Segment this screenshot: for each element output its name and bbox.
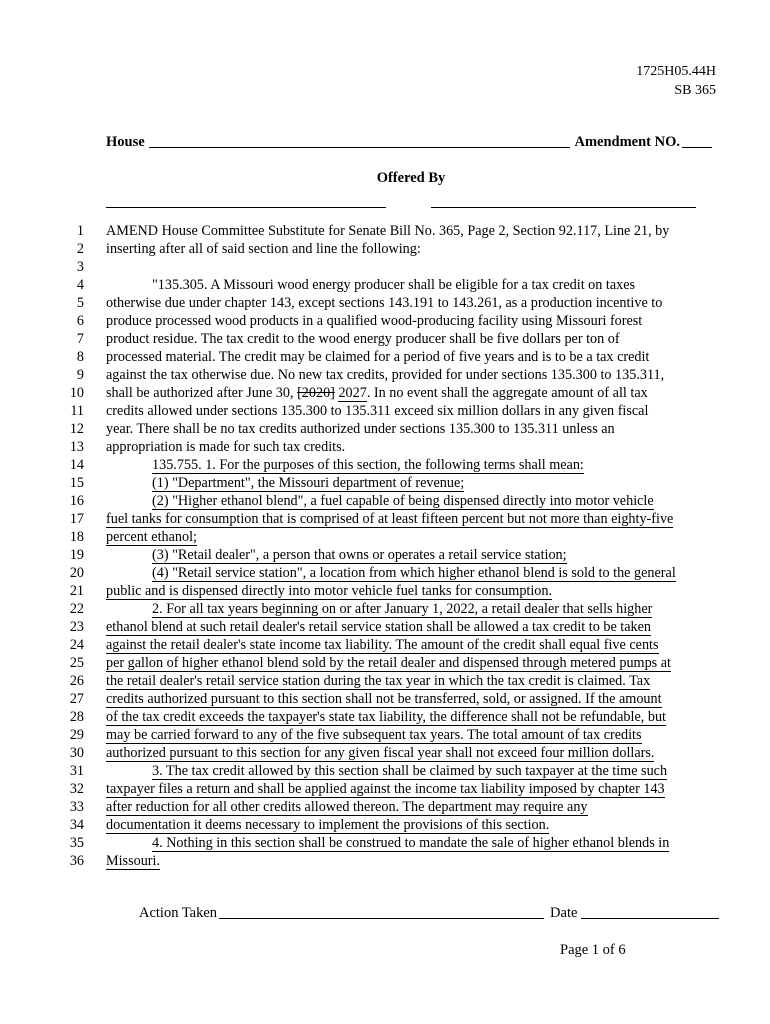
offered-by-signature-line-right bbox=[431, 207, 696, 208]
text-line bbox=[0, 384, 770, 402]
text-line bbox=[0, 852, 770, 870]
text-line bbox=[0, 402, 770, 420]
line-text bbox=[152, 600, 652, 618]
text-line bbox=[0, 564, 770, 582]
text-line bbox=[0, 240, 770, 258]
line-number: 33 bbox=[69, 799, 84, 815]
line-number: 3 bbox=[76, 259, 84, 275]
date-label: Date bbox=[550, 905, 578, 921]
line-number: 29 bbox=[69, 727, 84, 743]
bill-number: SB 365 bbox=[674, 83, 716, 98]
line-number: 23 bbox=[69, 619, 84, 635]
text-line bbox=[0, 654, 770, 672]
line-number: 10 bbox=[69, 385, 84, 401]
line-text bbox=[106, 420, 615, 438]
text-line bbox=[0, 762, 770, 780]
text-line bbox=[0, 438, 770, 456]
text-line bbox=[0, 618, 770, 636]
line-number: 26 bbox=[69, 673, 84, 689]
inserted-text: taxpayer files a return and shall be applied against the income tax liability imposed by chapter 143 bbox=[106, 781, 665, 797]
line-text bbox=[106, 798, 588, 816]
text-line bbox=[0, 816, 770, 834]
text-line bbox=[0, 636, 770, 654]
inserted-text: after reduction for all other credits allowed thereon. The department may require any bbox=[106, 799, 588, 815]
inserted-text: ethanol blend at such retail dealer's retail service station shall be allowed a tax credit to be taken bbox=[106, 619, 652, 635]
line-text bbox=[106, 780, 665, 798]
line-number: 5 bbox=[76, 295, 84, 311]
line-number: 27 bbox=[69, 691, 84, 707]
line-text-segment: otherwise due under chapter 143, except sections 143.191 to 143.261, as a production incentive to bbox=[106, 295, 663, 311]
line-text bbox=[106, 852, 160, 870]
inserted-text: 2027 bbox=[338, 385, 367, 401]
line-text bbox=[152, 456, 584, 474]
line-number: 6 bbox=[76, 313, 84, 329]
line-text bbox=[152, 492, 654, 510]
text-line bbox=[0, 312, 770, 330]
inserted-text: authorized pursuant to this section for any given fiscal year shall not exceed four million dollars. bbox=[106, 745, 655, 761]
line-text-segment: AMEND House Committee Substitute for Senate Bill No. 365, Page 2, Section 92.117, Line 21, by bbox=[106, 223, 670, 239]
line-text bbox=[106, 348, 649, 366]
line-text-segment: against the tax otherwise due. No new tax credits, provided for under sections 135.300 to 135.311, bbox=[106, 367, 665, 383]
inserted-text: against the retail dealer's state income tax liability. The amount of the credit shall equal five cents bbox=[106, 637, 659, 653]
text-line bbox=[0, 600, 770, 618]
amendment-text-body bbox=[0, 222, 770, 870]
line-text bbox=[152, 474, 464, 492]
inserted-text: percent ethanol; bbox=[106, 529, 197, 545]
line-number: 18 bbox=[69, 529, 84, 545]
inserted-text: 3. The tax credit allowed by this section shall be claimed by such taxpayer at the time such bbox=[152, 763, 668, 779]
line-text bbox=[106, 528, 197, 546]
inserted-text: fuel tanks for consumption that is comprised of at least fifteen percent but not more than eighty-five bbox=[106, 511, 674, 527]
line-number: 31 bbox=[69, 763, 84, 779]
line-text bbox=[106, 384, 648, 402]
line-text-segment: shall be authorized after June 30, bbox=[106, 385, 298, 401]
inserted-text: per gallon of higher ethanol blend sold by the retail dealer and dispensed through metered pumps at bbox=[106, 655, 671, 671]
line-number: 25 bbox=[69, 655, 84, 671]
inserted-text: credits authorized pursuant to this section shall not be transferred, sold, or assigned. If the amount bbox=[106, 691, 662, 707]
line-number: 15 bbox=[69, 475, 84, 491]
inserted-text: 135.755. 1. For the purposes of this section, the following terms shall mean: bbox=[152, 457, 584, 473]
line-text bbox=[152, 762, 667, 780]
line-text-segment: inserting after all of said section and line the following: bbox=[106, 241, 421, 257]
line-text bbox=[106, 240, 421, 258]
line-number: 8 bbox=[76, 349, 84, 365]
house-label: House bbox=[106, 134, 145, 150]
inserted-text: 2. For all tax years beginning on or after January 1, 2022, a retail dealer that sells higher bbox=[152, 601, 653, 617]
offered-by-signature-line-left bbox=[106, 207, 386, 208]
line-text bbox=[152, 276, 635, 294]
inserted-text: (4) "Retail service station", a location from which higher ethanol blend is sold to the general bbox=[152, 565, 676, 581]
line-number: 36 bbox=[69, 853, 84, 869]
inserted-text: 4. Nothing in this section shall be construed to mandate the sale of higher ethanol blends in bbox=[152, 835, 670, 851]
line-number: 34 bbox=[69, 817, 84, 833]
line-text bbox=[152, 564, 676, 582]
line-text bbox=[106, 726, 642, 744]
line-text bbox=[106, 618, 651, 636]
line-text-segment: appropriation is made for such tax credits. bbox=[106, 439, 346, 455]
text-line bbox=[0, 222, 770, 240]
text-line bbox=[0, 474, 770, 492]
text-line bbox=[0, 726, 770, 744]
line-text bbox=[106, 510, 673, 528]
offered-by-label: Offered By bbox=[376, 170, 446, 186]
line-text-segment: credits allowed under sections 135.300 to 135.311 exceed six million dollars in any given fiscal bbox=[106, 403, 649, 419]
text-line bbox=[0, 546, 770, 564]
text-line bbox=[0, 690, 770, 708]
line-number: 4 bbox=[76, 277, 84, 293]
line-text bbox=[106, 744, 654, 762]
text-line bbox=[0, 582, 770, 600]
line-text bbox=[152, 834, 669, 852]
line-text bbox=[106, 636, 659, 654]
text-line bbox=[0, 510, 770, 528]
line-number: 28 bbox=[69, 709, 84, 725]
line-text bbox=[106, 708, 666, 726]
line-number: 16 bbox=[69, 493, 84, 509]
inserted-text: (1) "Department", the Missouri department of revenue; bbox=[152, 475, 465, 491]
line-text bbox=[106, 330, 620, 348]
line-text bbox=[106, 654, 671, 672]
action-taken-blank-line bbox=[219, 917, 544, 919]
house-blank-line bbox=[149, 146, 571, 148]
text-line bbox=[0, 420, 770, 438]
line-text-segment: "135.305. A Missouri wood energy producer shall be eligible for a tax credit on taxes bbox=[152, 277, 636, 293]
line-number: 20 bbox=[69, 565, 84, 581]
line-text-segment: processed material. The credit may be claimed for a period of five years and is to be a tax credit bbox=[106, 349, 650, 365]
document-id: 1725H05.44H bbox=[636, 64, 716, 79]
text-line bbox=[0, 528, 770, 546]
inserted-text: (3) "Retail dealer", a person that owns or operates a retail service station; bbox=[152, 547, 567, 563]
page-number: Page 1 of 6 bbox=[560, 942, 626, 958]
action-taken-row bbox=[139, 905, 719, 922]
text-line bbox=[0, 798, 770, 816]
line-text bbox=[106, 312, 642, 330]
text-line bbox=[0, 708, 770, 726]
text-line bbox=[0, 492, 770, 510]
line-number: 13 bbox=[69, 439, 84, 455]
inserted-text: Missouri. bbox=[106, 853, 160, 869]
line-number: 2 bbox=[76, 241, 84, 257]
line-number: 1 bbox=[76, 223, 84, 239]
line-number: 14 bbox=[69, 457, 84, 473]
line-text-segment: . In no event shall the aggregate amount of all tax bbox=[366, 385, 648, 401]
line-number: 30 bbox=[69, 745, 84, 761]
date-blank-line bbox=[581, 917, 719, 919]
text-line bbox=[0, 834, 770, 852]
action-taken-label: Action Taken bbox=[139, 905, 218, 921]
inserted-text: of the tax credit exceeds the taxpayer's state tax liability, the difference shall not be refundable, but bbox=[106, 709, 666, 725]
line-number: 19 bbox=[69, 547, 84, 563]
line-text-segment: produce processed wood products in a qualified wood-producing facility using Missouri forest bbox=[106, 313, 643, 329]
text-line bbox=[0, 348, 770, 366]
text-line bbox=[0, 258, 770, 276]
line-text bbox=[106, 222, 669, 240]
text-line bbox=[0, 366, 770, 384]
text-line bbox=[0, 276, 770, 294]
line-text bbox=[106, 438, 345, 456]
line-number: 22 bbox=[69, 601, 84, 617]
line-number: 9 bbox=[76, 367, 84, 383]
line-text-segment: product residue. The tax credit to the wood energy producer shall be five dollars per ton of bbox=[106, 331, 620, 347]
line-text bbox=[106, 816, 549, 834]
text-line bbox=[0, 456, 770, 474]
line-text bbox=[106, 582, 552, 600]
text-line bbox=[0, 744, 770, 762]
inserted-text: documentation it deems necessary to implement the provisions of this section. bbox=[106, 817, 550, 833]
line-text bbox=[106, 672, 650, 690]
text-line bbox=[0, 672, 770, 690]
amendment-number-blank bbox=[682, 146, 712, 148]
inserted-text: may be carried forward to any of the five subsequent tax years. The total amount of tax credits bbox=[106, 727, 642, 743]
inserted-text: public and is dispensed directly into motor vehicle fuel tanks for consumption. bbox=[106, 583, 553, 599]
line-text bbox=[106, 366, 664, 384]
house-amendment-row bbox=[106, 134, 712, 151]
line-text bbox=[106, 690, 662, 708]
line-number: 12 bbox=[69, 421, 84, 437]
text-line bbox=[0, 294, 770, 312]
inserted-text: the retail dealer's retail service station during the tax year in which the tax credit is claimed. Tax bbox=[106, 673, 651, 689]
text-line bbox=[0, 330, 770, 348]
line-number: 32 bbox=[69, 781, 84, 797]
line-number: 7 bbox=[76, 331, 84, 347]
line-text bbox=[106, 294, 662, 312]
line-text bbox=[106, 402, 648, 420]
line-text-segment: year. There shall be no tax credits authorized under sections 135.300 to 135.311 unless an bbox=[106, 421, 615, 437]
line-number: 24 bbox=[69, 637, 84, 653]
deleted-text: [2020] bbox=[297, 385, 335, 401]
line-number: 21 bbox=[69, 583, 84, 599]
line-text bbox=[152, 546, 567, 564]
line-number: 35 bbox=[69, 835, 84, 851]
amendment-label: Amendment NO. bbox=[574, 134, 680, 150]
line-number: 17 bbox=[69, 511, 84, 527]
line-number: 11 bbox=[70, 403, 84, 419]
inserted-text: (2) "Higher ethanol blend", a fuel capable of being dispensed directly into motor vehicle bbox=[152, 493, 654, 509]
text-line bbox=[0, 780, 770, 798]
